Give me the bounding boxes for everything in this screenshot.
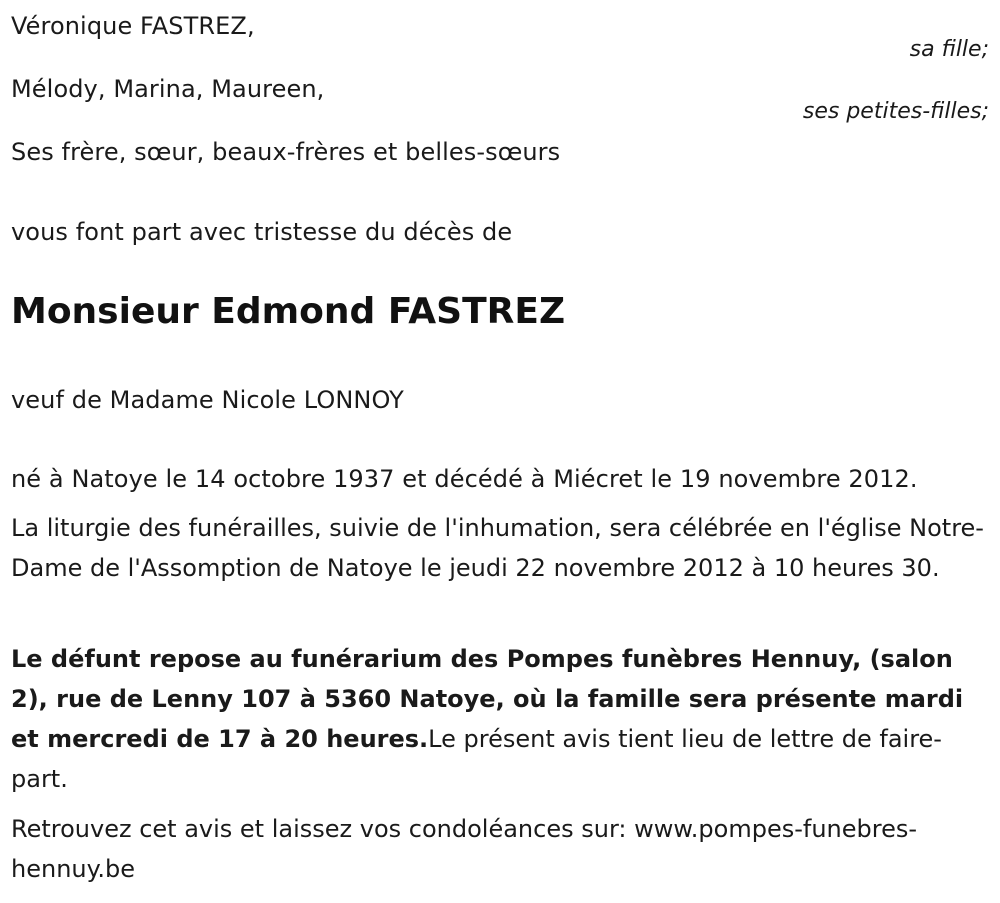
granddaughters-role: ses petites-filles; (802, 99, 989, 124)
widower-line: veuf de Madame Nicole LONNOY (11, 386, 404, 414)
siblings-line: Ses frère, sœur, beaux-frères et belles-sœurs (11, 138, 561, 166)
announcement-intro: vous font part avec tristesse du décès de (11, 218, 513, 246)
daughter-name: Véronique FASTREZ, (11, 12, 255, 40)
funeral-paragraph: La liturgie des funérailles, suivie de l'inhumation, sera célébrée en l'église Notre-Dame de l'Assomption de Natoye le jeudi 22 novembre 2012 à 10 heures 30. (11, 514, 984, 582)
deceased-name: Monsieur Edmond FASTREZ (11, 291, 566, 332)
rest-location-text: Le défunt repose au funérarium des Pompes funèbres Hennuy, (salon 2), rue de Lenny 107 à 5360 Natoye, où la famille sera présente mardi et mercredi de 17 à 20 heures. (11, 645, 964, 753)
rest-paragraph (11, 639, 991, 799)
condolences-paragraph: Retrouvez cet avis et laissez vos condoléances sur: www.pompes-funebres-hennuy.be (11, 815, 918, 883)
birth-death-line: né à Natoye le 14 octobre 1937 et décédé à Miécret le 19 novembre 2012. (11, 465, 918, 493)
granddaughters-names: Mélody, Marina, Maureen, (11, 75, 325, 103)
notice-validity-text: Le présent avis tient lieu de lettre de faire-part. (11, 725, 942, 793)
daughter-role: sa fille; (909, 37, 989, 62)
